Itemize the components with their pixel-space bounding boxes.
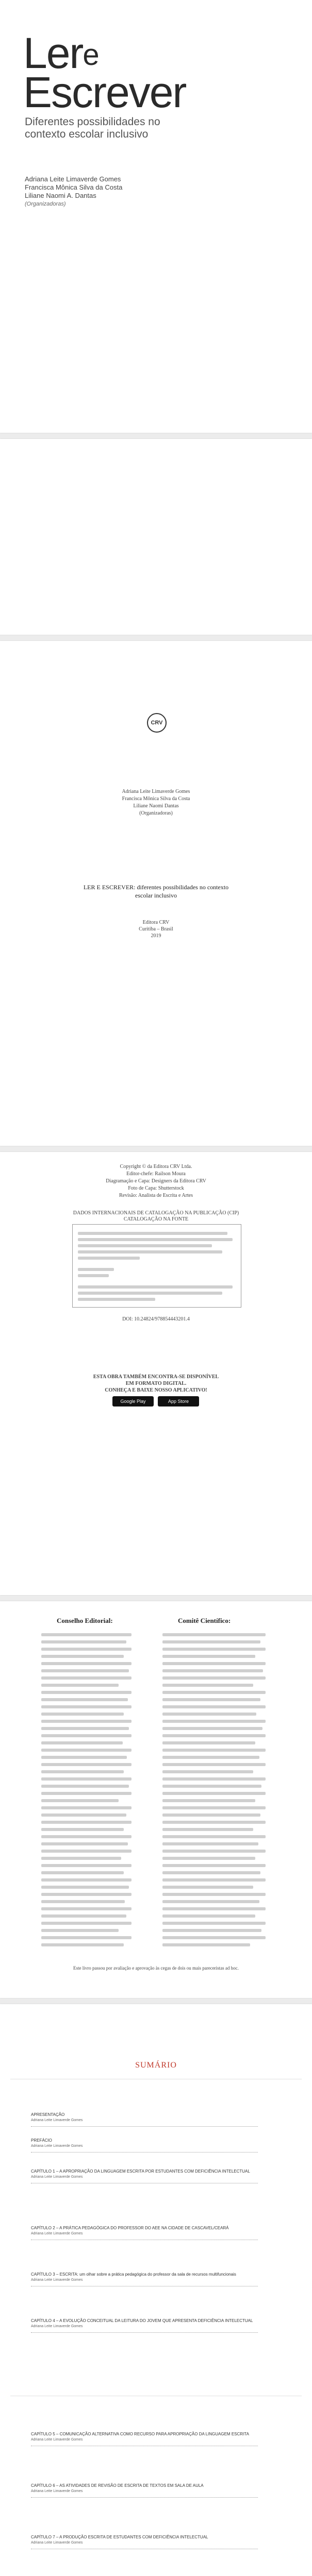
summary-entry[interactable] xyxy=(31,2112,278,2127)
council-heading: Conselho Editorial: xyxy=(57,1617,113,1624)
summary-page xyxy=(0,2004,312,2576)
catalog-editor: Editor-chefe: Railson Moura xyxy=(126,1171,186,1177)
summary-entry[interactable] xyxy=(31,2535,278,2549)
summary-entry-leader xyxy=(31,2283,258,2286)
summary-entry[interactable] xyxy=(31,2432,278,2446)
summary-entry-leader xyxy=(31,2123,258,2127)
summary-title: SUMÁRIO xyxy=(135,2061,177,2070)
summary-entry-label: CAPÍTULO 4 – A EVOLUÇÃO CONCEITUAL DA LEITURA DO JOVEM QUE APRESENTA DEFICIÊNCIA INTELECTUAL xyxy=(31,2318,253,2323)
catalog-page xyxy=(0,1152,312,1595)
cover-authors xyxy=(25,175,210,208)
title-page-org: Adriana Leite Limaverde Gomes xyxy=(122,789,190,794)
catalog-box-title: DADOS INTERNACIONAIS DE CATALOGAÇÃO NA PUBLICAÇÃO (CIP) xyxy=(73,1210,239,1216)
publisher-logo-text: CRV xyxy=(151,720,163,726)
title-page xyxy=(0,641,312,1146)
catalog-doi: DOI: 10.24824/978854443201.4 xyxy=(122,1316,190,1322)
summary-entry-author: Adriana Leite Limaverde Gomes xyxy=(31,2144,83,2148)
catalog-footer-line: CONHEÇA E BAIXE NOSSO APLICATIVO! xyxy=(105,1387,207,1393)
catalog-footer-line: ESTA OBRA TAMBÉM ENCONTRA-SE DISPONÍVEL xyxy=(93,1374,219,1380)
cover-authors-role: (Organizadoras) xyxy=(25,201,66,207)
cover-subtitle: Diferentes possibilidades no contexto escolar inclusivo xyxy=(25,116,160,140)
catalog-box-subtitle: CATALOGAÇÃO NA FONTE xyxy=(123,1216,189,1222)
title-page-place: Curitiba – Brasil xyxy=(139,926,173,932)
summary-entry-author: Adriana Leite Limaverde Gomes xyxy=(31,2541,83,2545)
summary-entry-label: CAPÍTULO 7 – A PRODUÇÃO ESCRITA DE ESTUDANTES COM DEFICIÊNCIA INTELECTUAL xyxy=(31,2535,208,2539)
cover-title-escrever: Escrever xyxy=(23,68,186,116)
summary-entry-author: Adriana Leite Limaverde Gomes xyxy=(31,2232,83,2235)
summary-entry-leader xyxy=(31,2180,258,2183)
summary-entry-author: Adriana Leite Limaverde Gomes xyxy=(31,2438,83,2442)
cover-author: Adriana Leite Limaverde Gomes xyxy=(25,175,121,183)
summary-entry[interactable] xyxy=(31,2169,278,2183)
blank-page xyxy=(0,439,312,635)
summary-entry-author: Adriana Leite Limaverde Gomes xyxy=(31,2325,83,2328)
summary-entry-author: Adriana Leite Limaverde Gomes xyxy=(31,2119,83,2122)
title-page-year: 2019 xyxy=(151,933,161,939)
summary-entry-label: PREFÁCIO xyxy=(31,2138,52,2143)
summary-entry-leader xyxy=(31,2329,258,2333)
summary-entry-leader xyxy=(31,2494,258,2498)
summary-entry-label: APRESENTAÇÃO xyxy=(31,2112,65,2117)
summary-entry[interactable] xyxy=(31,2272,278,2286)
summary-entry-leader xyxy=(31,2149,258,2153)
committee-heading: Comitê Científico: xyxy=(178,1617,231,1624)
title-page-role: (Organizadoras) xyxy=(139,810,173,816)
app-store-badge[interactable]: App Store xyxy=(158,1396,199,1406)
catalog-copyright: Copyright © da Editora CRV Ltda. xyxy=(120,1164,192,1170)
council-page xyxy=(0,1601,312,1998)
cover-author: Liliane Naomi A. Dantas xyxy=(25,192,96,199)
catalog-record-box xyxy=(72,1224,241,1308)
summary-entry[interactable] xyxy=(31,2318,278,2333)
summary-entry-label: CAPÍTULO 6 – AS ATIVIDADES DE REVISÃO DE ESCRITA DE TEXTOS EM SALA DE AULA xyxy=(31,2483,204,2488)
title-page-org: Francisca Mônica Silva da Costa xyxy=(122,796,190,802)
catalog-footer-line: EM FORMATO DIGITAL. xyxy=(125,1381,187,1386)
catalog-layout: Diagramação e Capa: Designers da Editora CRV xyxy=(106,1178,206,1184)
summary-entry-author: Adriana Leite Limaverde Gomes xyxy=(31,2175,83,2179)
publisher-logo xyxy=(147,713,167,733)
summary-entry[interactable] xyxy=(31,2483,278,2498)
cover-page xyxy=(0,0,312,433)
catalog-revision: Revisão: Analista de Escrita e Artes xyxy=(119,1193,193,1198)
summary-entry-leader xyxy=(31,2236,258,2240)
cover-title-ler: Ler xyxy=(23,29,83,77)
title-page-publisher: Editora CRV xyxy=(142,920,170,925)
summary-entry-leader xyxy=(31,2443,258,2446)
summary-entry-label: CAPÍTULO 1 – A APROPRIAÇÃO DA LINGUAGEM ESCRITA POR ESTUDANTES COM DEFICIÊNCIA INTELECTUAL xyxy=(31,2169,250,2174)
cover-title xyxy=(23,29,186,116)
catalog-cover-photo: Foto de Capa: Shutterstock xyxy=(128,1185,184,1191)
peer-review-note: Este livro passou por avaliação e aprovação às cegas de dois ou mais pareceristas ad hoc. xyxy=(73,1965,239,1971)
summary-entry-label: CAPÍTULO 2 – A PRÁTICA PEDAGÓGICA DO PROFESSOR DO AEE NA CIDADE DE CASCAVEL/CEARÁ xyxy=(31,2226,229,2230)
title-page-book-title: LER E ESCREVER: diferentes possibilidades no contexto escolar inclusivo xyxy=(83,884,229,899)
summary-entry-label: CAPÍTULO 3 – ESCRITA: um olhar sobre a prática pedagógica do professor da sala de recursos multifuncionais xyxy=(31,2272,236,2277)
summary-entry-author: Adriana Leite Limaverde Gomes xyxy=(31,2489,83,2493)
summary-entry-leader xyxy=(31,2546,258,2549)
cover-title-e: e xyxy=(83,38,100,72)
title-page-org: Liliane Naomi Dantas xyxy=(133,803,179,809)
cover-author: Francisca Mônica Silva da Costa xyxy=(25,183,123,191)
google-play-badge[interactable]: Google Play xyxy=(112,1396,154,1406)
summary-entry[interactable] xyxy=(31,2138,278,2153)
summary-entry[interactable] xyxy=(31,2226,278,2240)
summary-entry-label: CAPÍTULO 5 – COMUNICAÇÃO ALTERNATIVA COMO RECURSO PARA APROPRIAÇÃO DA LINGUAGEM ESCRITA xyxy=(31,2432,249,2436)
summary-entry-author: Adriana Leite Limaverde Gomes xyxy=(31,2278,83,2282)
